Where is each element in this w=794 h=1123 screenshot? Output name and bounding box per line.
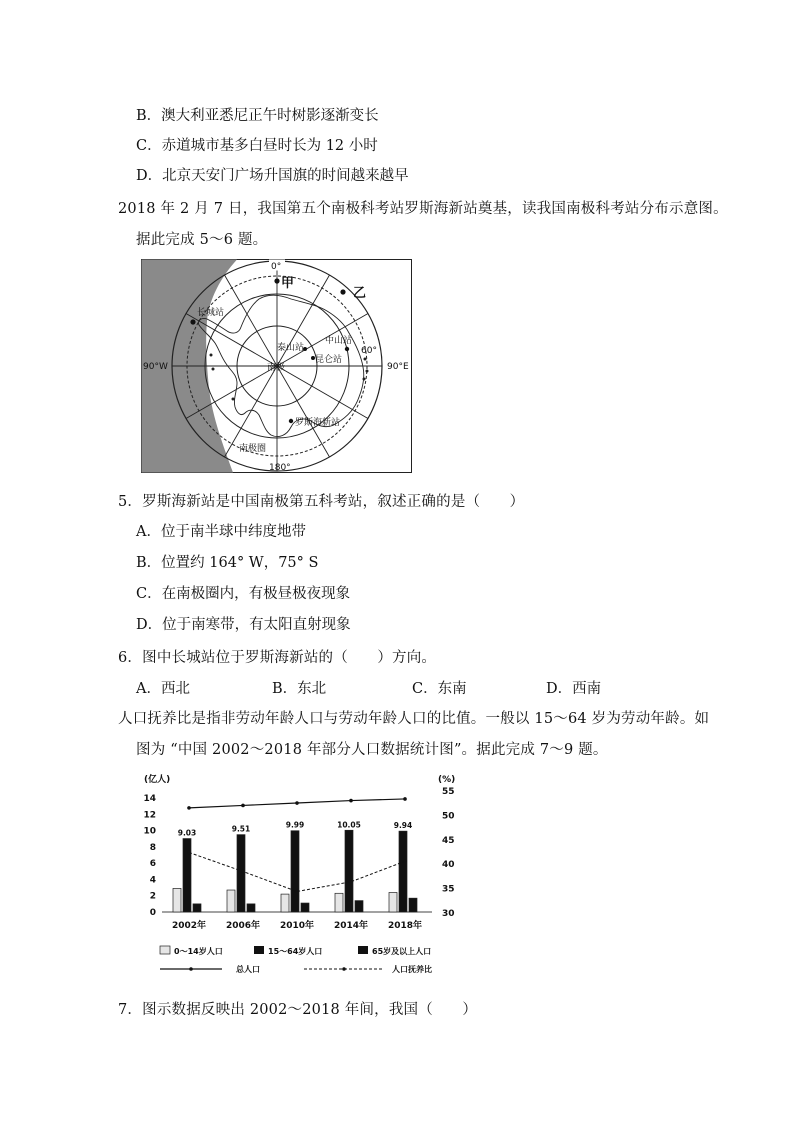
legend-label-0-14: 0～14岁人口 bbox=[174, 947, 223, 956]
left-tick-label: 6 bbox=[149, 859, 156, 870]
bar-data-label: 9.03 bbox=[177, 828, 197, 838]
right-tick-label: 45 bbox=[442, 835, 455, 846]
bar-data-label: 10.05 bbox=[337, 820, 361, 830]
left-tick-label: 2 bbox=[149, 891, 156, 902]
legend-swatch-0-14 bbox=[160, 946, 170, 954]
bar-0-14 bbox=[335, 893, 343, 912]
left-tick-label: 4 bbox=[149, 875, 156, 886]
label-60: 60° bbox=[361, 346, 377, 356]
label-0: 0° bbox=[271, 262, 282, 272]
q6-stem: 6．图中长城站位于罗斯海新站的（ ）方向。 bbox=[118, 650, 437, 666]
bar-0-14 bbox=[281, 894, 289, 912]
left-tick-label: 10 bbox=[143, 826, 156, 837]
ratio-point bbox=[349, 880, 353, 884]
label-zhongshan: 中山站 bbox=[325, 336, 353, 346]
bar-0-14 bbox=[389, 892, 397, 912]
bar-data-label: 9.51 bbox=[231, 824, 251, 834]
label-90w: 90°W bbox=[143, 362, 168, 372]
ratio-point bbox=[241, 870, 245, 874]
q5-option-d: D．位于南寒带，有太阳直射现象 bbox=[136, 617, 351, 633]
left-tick-label: 0 bbox=[149, 908, 156, 918]
total-point bbox=[349, 799, 353, 803]
category-label: 2002年 bbox=[171, 921, 207, 931]
label-rossnew: 罗斯海新站 bbox=[295, 418, 341, 428]
chart-legend bbox=[160, 946, 432, 974]
bar-65plus bbox=[355, 901, 363, 912]
bar-15-64 bbox=[399, 831, 407, 912]
right-tick-label: 55 bbox=[442, 787, 455, 797]
right-tick-label: 35 bbox=[442, 884, 455, 895]
label-taishan: 泰山站 bbox=[277, 343, 305, 353]
ratio-point bbox=[403, 859, 407, 863]
bar-65plus bbox=[409, 898, 417, 912]
legend-label-15-64: 15～64岁人口 bbox=[268, 947, 323, 956]
population-chart-svg bbox=[136, 770, 476, 985]
q4-option-d: D．北京天安门广场升国旗的时间越来越早 bbox=[136, 168, 409, 184]
yi-marker bbox=[340, 289, 345, 294]
q5-option-c: C．在南极圈内，有极昼极夜现象 bbox=[136, 586, 351, 602]
bar-0-14 bbox=[173, 888, 181, 912]
intro-5-6-line1: 2018 年 2 月 7 日，我国第五个南极科考站罗斯海新站奠基，读我国南极科考站分布示意图。 bbox=[118, 201, 728, 217]
legend-swatch-65plus bbox=[358, 946, 368, 954]
q7-stem: 7．图示数据反映出 2002～2018 年间，我国（ ） bbox=[118, 1002, 478, 1018]
bar-65plus bbox=[301, 903, 309, 912]
label-kunlun: 昆仑站 bbox=[315, 355, 343, 365]
right-tick-label: 40 bbox=[442, 860, 455, 871]
legend-label-ratio: 人口抚养比 bbox=[392, 965, 432, 974]
bar-65plus bbox=[247, 904, 255, 912]
q6-option-c: C．东南 bbox=[412, 681, 467, 697]
left-tick-label: 12 bbox=[143, 810, 156, 821]
bar-data-label: 9.94 bbox=[393, 821, 413, 831]
intro-7-9-line1: 人口抚养比是指非劳动年龄人口与劳动年龄人口的比值。一般以 15～64 岁为劳动年龄。如 bbox=[118, 711, 710, 727]
ratio-point bbox=[187, 851, 191, 855]
intro-5-6-line2: 据此完成 5～6 题。 bbox=[136, 232, 268, 248]
bar-15-64 bbox=[345, 830, 353, 912]
bar-15-64 bbox=[291, 831, 299, 912]
bar-15-64 bbox=[183, 839, 191, 912]
bar-15-64 bbox=[237, 835, 245, 912]
q4-option-c: C．赤道城市基多白昼时长为 12 小时 bbox=[136, 138, 378, 154]
category-label: 2014年 bbox=[333, 921, 369, 931]
bar-0-14 bbox=[227, 890, 235, 912]
label-180: 180° bbox=[269, 463, 291, 473]
bar-data-label: 9.99 bbox=[285, 820, 305, 830]
right-tick-label: 50 bbox=[442, 811, 455, 822]
ratio-point bbox=[295, 890, 299, 894]
zhongshan-marker bbox=[345, 347, 349, 351]
q5-option-a: A．位于南半球中纬度地带 bbox=[136, 524, 306, 540]
left-axis-label: (亿人) bbox=[144, 775, 171, 785]
q6-option-d: D．西南 bbox=[546, 681, 602, 697]
q4-option-b: B．澳大利亚悉尼正午时树影逐渐变长 bbox=[136, 108, 379, 124]
left-tick-label: 14 bbox=[143, 794, 156, 805]
category-label: 2006年 bbox=[225, 921, 261, 931]
rossnew-marker bbox=[289, 419, 293, 423]
label-pole: 南极 bbox=[267, 363, 286, 373]
q6-option-a: A．西北 bbox=[136, 681, 190, 697]
right-axis-label: (%) bbox=[438, 775, 456, 785]
q5-stem: 5．罗斯海新站是中国南极第五科考站，叙述正确的是（ ） bbox=[118, 494, 525, 510]
label-changcheng: 长城站 bbox=[197, 308, 225, 318]
label-circle: 南极圈 bbox=[239, 444, 267, 454]
total-point bbox=[403, 797, 407, 801]
changcheng-marker bbox=[190, 319, 195, 324]
legend-label-total: 总人口 bbox=[236, 965, 260, 974]
q5-option-b: B．位置约 164° W，75° S bbox=[136, 555, 319, 571]
label-90e: 90°E bbox=[387, 362, 409, 372]
category-label: 2010年 bbox=[279, 921, 315, 931]
q6-option-b: B．东北 bbox=[272, 681, 327, 697]
jia-marker bbox=[274, 278, 279, 283]
category-label: 2018年 bbox=[387, 921, 423, 931]
intro-7-9-line2: 图为 “中国 2002～2018 年部分人口数据统计图”。据此完成 7～9 题。 bbox=[136, 742, 608, 758]
antarctic-map bbox=[141, 259, 412, 473]
population-chart bbox=[136, 770, 476, 985]
legend-label-65plus: 65岁及以上人口 bbox=[372, 947, 432, 956]
total-point bbox=[241, 804, 245, 808]
left-tick-label: 8 bbox=[149, 842, 156, 853]
right-tick-label: 30 bbox=[442, 909, 455, 919]
legend-swatch-15-64 bbox=[254, 946, 264, 954]
bar-65plus bbox=[193, 904, 201, 912]
total-point bbox=[295, 801, 299, 805]
label-yi: 乙 bbox=[353, 286, 367, 301]
label-jia: 甲 bbox=[281, 276, 295, 291]
total-point bbox=[187, 806, 191, 810]
